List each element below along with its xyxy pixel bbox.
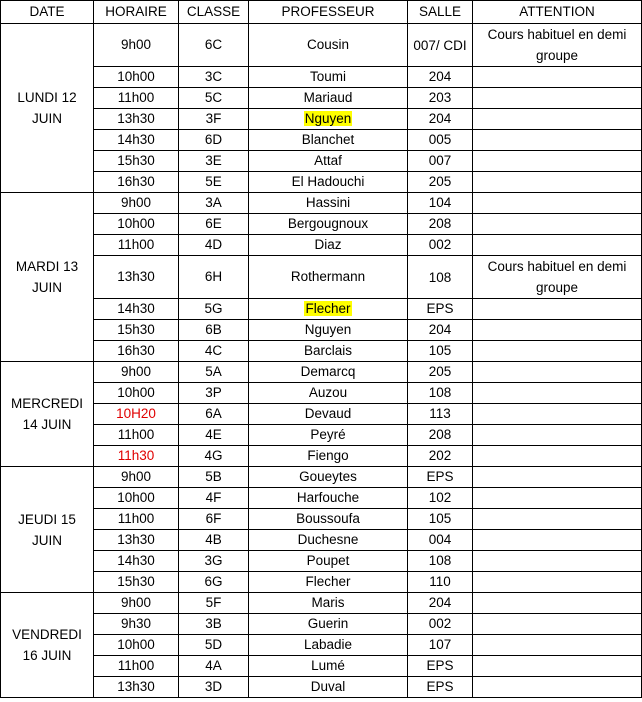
day-label: LUNDI 12 JUIN	[1, 24, 94, 193]
professeur-cell: Mariaud	[249, 88, 408, 109]
horaire-cell: 11h00	[94, 509, 179, 530]
attention-cell	[473, 551, 642, 572]
salle-cell: EPS	[408, 656, 473, 677]
professeur-cell: Hassini	[249, 193, 408, 214]
professeur-cell: Flecher	[249, 572, 408, 593]
attention-cell	[473, 677, 642, 698]
horaire-cell: 9h00	[94, 593, 179, 614]
table-row	[1, 109, 642, 130]
professeur-cell: Goueytes	[249, 467, 408, 488]
horaire-cell: 13h30	[94, 256, 179, 299]
attention-cell	[473, 635, 642, 656]
classe-cell: 4B	[179, 530, 249, 551]
professeur-cell: Nguyen	[249, 320, 408, 341]
horaire-cell: 10h00	[94, 635, 179, 656]
table-row	[1, 151, 642, 172]
table-row	[1, 572, 642, 593]
classe-cell: 4D	[179, 235, 249, 256]
attention-cell	[473, 425, 642, 446]
horaire-cell: 10H20	[94, 404, 179, 425]
professeur-cell: Duval	[249, 677, 408, 698]
table-row	[1, 235, 642, 256]
salle-cell: 108	[408, 551, 473, 572]
attention-cell	[473, 341, 642, 362]
salle-cell: 208	[408, 425, 473, 446]
horaire-cell: 9h00	[94, 193, 179, 214]
attention-cell	[473, 214, 642, 235]
attention-cell	[473, 383, 642, 404]
table-row	[1, 172, 642, 193]
classe-cell: 4C	[179, 341, 249, 362]
professeur-cell: El Hadouchi	[249, 172, 408, 193]
attention-cell	[473, 656, 642, 677]
classe-cell: 3G	[179, 551, 249, 572]
highlighted-professeur: Flecher	[305, 301, 351, 316]
classe-cell: 3D	[179, 677, 249, 698]
salle-cell: 204	[408, 320, 473, 341]
classe-cell: 5B	[179, 467, 249, 488]
day-label: JEUDI 15 JUIN	[1, 467, 94, 593]
attention-cell	[473, 88, 642, 109]
horaire-cell: 14h30	[94, 130, 179, 151]
table-row	[1, 530, 642, 551]
attention-cell	[473, 151, 642, 172]
professeur-cell: Auzou	[249, 383, 408, 404]
table-row	[1, 193, 642, 214]
horaire-cell: 15h30	[94, 572, 179, 593]
attention-cell: Cours habituel en demi groupe	[473, 256, 642, 299]
attention-cell	[473, 488, 642, 509]
professeur-cell: Toumi	[249, 67, 408, 88]
attention-cell	[473, 446, 642, 467]
salle-cell: EPS	[408, 677, 473, 698]
classe-cell: 5F	[179, 593, 249, 614]
classe-cell: 5A	[179, 362, 249, 383]
table-row	[1, 614, 642, 635]
table-row	[1, 88, 642, 109]
table-row	[1, 404, 642, 425]
classe-cell: 5D	[179, 635, 249, 656]
classe-cell: 5G	[179, 299, 249, 320]
day-group	[1, 24, 642, 193]
attention-cell	[473, 172, 642, 193]
horaire-cell: 9h00	[94, 467, 179, 488]
attention-cell	[473, 467, 642, 488]
table-row	[1, 299, 642, 320]
header-row	[1, 1, 642, 24]
attention-cell	[473, 67, 642, 88]
attention-cell	[473, 235, 642, 256]
classe-cell: 3E	[179, 151, 249, 172]
day-label: MERCREDI 14 JUIN	[1, 362, 94, 467]
day-label: VENDREDI 16 JUIN	[1, 593, 94, 698]
table-row	[1, 551, 642, 572]
attention-cell	[473, 509, 642, 530]
salle-cell: 113	[408, 404, 473, 425]
horaire-cell: 11h00	[94, 88, 179, 109]
attention-cell	[473, 109, 642, 130]
professeur-cell: Labadie	[249, 635, 408, 656]
table-row	[1, 362, 642, 383]
highlighted-professeur: Nguyen	[304, 111, 352, 126]
classe-cell: 5E	[179, 172, 249, 193]
classe-cell: 3B	[179, 614, 249, 635]
attention-cell	[473, 593, 642, 614]
table-row	[1, 383, 642, 404]
day-group	[1, 467, 642, 593]
salle-cell: 005	[408, 130, 473, 151]
salle-cell: 104	[408, 193, 473, 214]
salle-cell: 002	[408, 614, 473, 635]
salle-cell: 007/ CDI	[408, 24, 473, 67]
horaire-cell: 15h30	[94, 320, 179, 341]
professeur-cell: Demarcq	[249, 362, 408, 383]
professeur-cell: Guerin	[249, 614, 408, 635]
salle-cell: 105	[408, 341, 473, 362]
classe-cell: 3P	[179, 383, 249, 404]
professeur-cell: Harfouche	[249, 488, 408, 509]
professeur-cell: Boussoufa	[249, 509, 408, 530]
classe-cell: 6H	[179, 256, 249, 299]
horaire-cell: 9h00	[94, 362, 179, 383]
professeur-cell: Fiengo	[249, 446, 408, 467]
horaire-cell: 13h30	[94, 677, 179, 698]
horaire-cell: 16h30	[94, 172, 179, 193]
header-professeur: PROFESSEUR	[249, 1, 408, 24]
salle-cell: 107	[408, 635, 473, 656]
header-date: DATE	[1, 1, 94, 24]
attention-cell: Cours habituel en demi groupe	[473, 24, 642, 67]
day-group	[1, 362, 642, 467]
classe-cell: 6G	[179, 572, 249, 593]
salle-cell: 205	[408, 362, 473, 383]
table-row	[1, 320, 642, 341]
professeur-cell: Barclais	[249, 341, 408, 362]
horaire-cell: 11h00	[94, 656, 179, 677]
table-row	[1, 67, 642, 88]
salle-cell: EPS	[408, 467, 473, 488]
professeur-cell: Attaf	[249, 151, 408, 172]
professeur-cell: Cousin	[249, 24, 408, 67]
table-row	[1, 214, 642, 235]
table-row	[1, 593, 642, 614]
table-row	[1, 24, 642, 67]
table-header	[1, 1, 642, 24]
table-row	[1, 635, 642, 656]
table-row	[1, 256, 642, 299]
attention-cell	[473, 404, 642, 425]
horaire-cell: 10h00	[94, 488, 179, 509]
attention-cell	[473, 530, 642, 551]
horaire-cell: 14h30	[94, 299, 179, 320]
salle-cell: 204	[408, 67, 473, 88]
salle-cell: 204	[408, 109, 473, 130]
professeur-cell	[249, 299, 408, 320]
salle-cell: 004	[408, 530, 473, 551]
horaire-cell: 13h30	[94, 530, 179, 551]
table-row	[1, 467, 642, 488]
salle-cell: 108	[408, 383, 473, 404]
day-group	[1, 193, 642, 362]
salle-cell: 002	[408, 235, 473, 256]
classe-cell: 3F	[179, 109, 249, 130]
classe-cell: 6E	[179, 214, 249, 235]
salle-cell: 105	[408, 509, 473, 530]
horaire-cell: 10h00	[94, 383, 179, 404]
classe-cell: 6B	[179, 320, 249, 341]
classe-cell: 6F	[179, 509, 249, 530]
professeur-cell: Duchesne	[249, 530, 408, 551]
classe-cell: 4E	[179, 425, 249, 446]
table-row	[1, 341, 642, 362]
table-row	[1, 488, 642, 509]
salle-cell: 110	[408, 572, 473, 593]
classe-cell: 6D	[179, 130, 249, 151]
salle-cell: 204	[408, 593, 473, 614]
table-row	[1, 446, 642, 467]
salle-cell: 208	[408, 214, 473, 235]
professeur-cell: Rothermann	[249, 256, 408, 299]
attention-cell	[473, 362, 642, 383]
day-label: MARDI 13 JUIN	[1, 193, 94, 362]
salle-cell: 108	[408, 256, 473, 299]
horaire-cell: 11h30	[94, 446, 179, 467]
horaire-cell: 9h30	[94, 614, 179, 635]
horaire-cell: 16h30	[94, 341, 179, 362]
table-row	[1, 656, 642, 677]
header-classe: CLASSE	[179, 1, 249, 24]
header-salle: SALLE	[408, 1, 473, 24]
horaire-cell: 10h00	[94, 214, 179, 235]
classe-cell: 4G	[179, 446, 249, 467]
professeur-cell: Diaz	[249, 235, 408, 256]
classe-cell: 6A	[179, 404, 249, 425]
classe-cell: 3A	[179, 193, 249, 214]
professeur-cell	[249, 109, 408, 130]
header-horaire: HORAIRE	[94, 1, 179, 24]
horaire-cell: 9h00	[94, 24, 179, 67]
classe-cell: 6C	[179, 24, 249, 67]
professeur-cell: Maris	[249, 593, 408, 614]
classe-cell: 5C	[179, 88, 249, 109]
horaire-cell: 15h30	[94, 151, 179, 172]
day-group	[1, 593, 642, 698]
table-row	[1, 509, 642, 530]
salle-cell: EPS	[408, 299, 473, 320]
salle-cell: 007	[408, 151, 473, 172]
salle-cell: 202	[408, 446, 473, 467]
header-attention: ATTENTION	[473, 1, 642, 24]
classe-cell: 4A	[179, 656, 249, 677]
attention-cell	[473, 572, 642, 593]
horaire-cell: 13h30	[94, 109, 179, 130]
classe-cell: 3C	[179, 67, 249, 88]
salle-cell: 203	[408, 88, 473, 109]
classe-cell: 4F	[179, 488, 249, 509]
horaire-cell: 11h00	[94, 235, 179, 256]
attention-cell	[473, 193, 642, 214]
horaire-cell: 10h00	[94, 67, 179, 88]
attention-cell	[473, 320, 642, 341]
professeur-cell: Bergougnoux	[249, 214, 408, 235]
salle-cell: 102	[408, 488, 473, 509]
table-row	[1, 130, 642, 151]
professeur-cell: Poupet	[249, 551, 408, 572]
professeur-cell: Lumé	[249, 656, 408, 677]
salle-cell: 205	[408, 172, 473, 193]
professeur-cell: Peyré	[249, 425, 408, 446]
horaire-cell: 14h30	[94, 551, 179, 572]
attention-cell	[473, 130, 642, 151]
attention-cell	[473, 614, 642, 635]
table-row	[1, 425, 642, 446]
professeur-cell: Devaud	[249, 404, 408, 425]
professeur-cell: Blanchet	[249, 130, 408, 151]
attention-cell	[473, 299, 642, 320]
horaire-cell: 11h00	[94, 425, 179, 446]
table-row	[1, 677, 642, 698]
